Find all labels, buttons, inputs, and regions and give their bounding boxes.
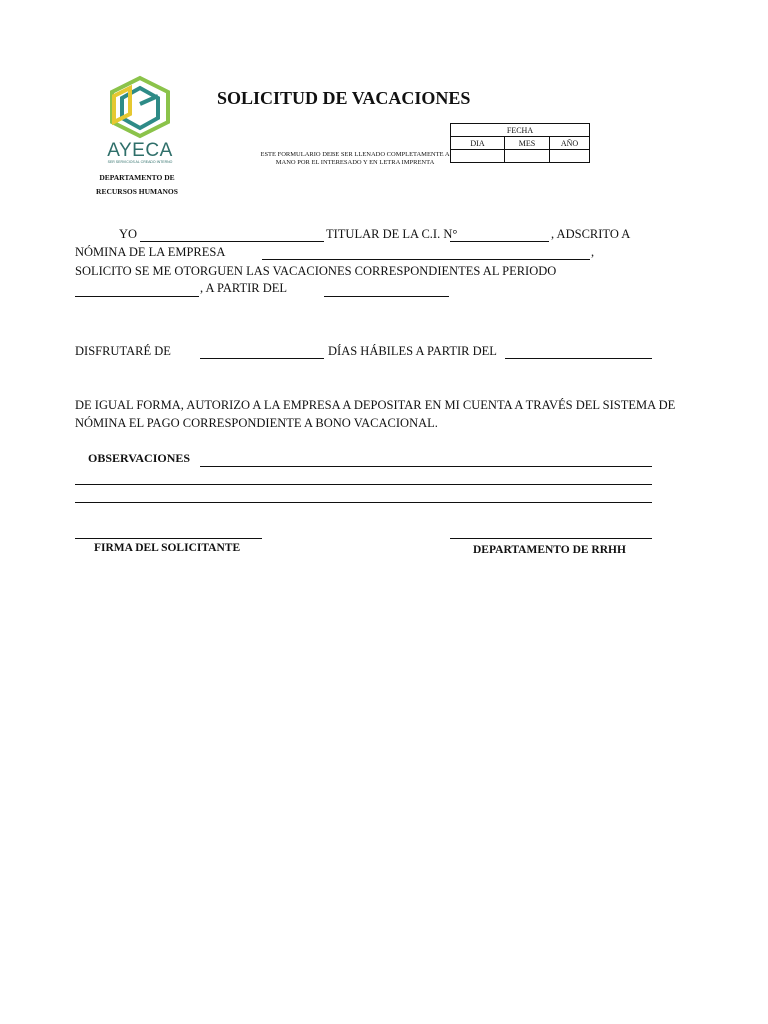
name-field[interactable] <box>140 241 324 242</box>
date-box <box>450 123 590 163</box>
department-line2: RECURSOS HUMANOS <box>96 187 178 196</box>
date-day-field[interactable] <box>451 150 505 163</box>
date-box-title: FECHA <box>451 124 590 137</box>
logo-name: AYECA <box>107 140 173 161</box>
hr-signature-line[interactable] <box>450 538 652 539</box>
period-field[interactable] <box>75 296 199 297</box>
nomina-label: NÓMINA DE LA EMPRESA <box>75 245 226 259</box>
date-month-label: MES <box>505 137 550 150</box>
observations-field-2[interactable] <box>75 484 652 485</box>
observations-field-3[interactable] <box>75 502 652 503</box>
applicant-signature-line[interactable] <box>75 538 262 539</box>
dias-habiles-label: DÍAS HÁBILES A PARTIR DEL <box>328 344 497 358</box>
start-date-field[interactable] <box>324 296 449 297</box>
authorization-line2: NÓMINA EL PAGO CORRESPONDIENTE A BONO VACACIONAL. <box>75 416 438 430</box>
date-day-label: DIA <box>451 137 505 150</box>
page-title: SOLICITUD DE VACACIONES <box>217 88 471 108</box>
enjoy-start-date-field[interactable] <box>505 358 652 359</box>
yo-label: YO <box>119 227 138 241</box>
ci-field[interactable] <box>450 241 549 242</box>
observations-label: OBSERVACIONES <box>88 451 191 465</box>
authorization-line1: DE IGUAL FORMA, AUTORIZO A LA EMPRESA A DEPOSITAR EN MI CUENTA A TRAVÉS DEL SISTEMA DE <box>75 398 676 412</box>
date-year-label: AÑO <box>550 137 590 150</box>
adscrito-label: , ADSCRITO A <box>551 227 631 241</box>
solicito-label: SOLICITO SE ME OTORGUEN LAS VACACIONES CORRESPONDIENTES AL PERIODO <box>75 264 557 278</box>
titular-label: TITULAR DE LA C.I. N° <box>326 227 458 241</box>
date-month-field[interactable] <box>505 150 550 163</box>
hr-signature-label: DEPARTAMENTO DE RRHH <box>473 544 626 556</box>
comma-label: , <box>591 245 595 259</box>
observations-field-1[interactable] <box>200 466 652 467</box>
logo-hexagon-icon <box>100 74 180 144</box>
applicant-signature-label: FIRMA DEL SOLICITANTE <box>94 542 241 554</box>
date-year-field[interactable] <box>550 150 590 163</box>
form-instructions: ESTE FORMULARIO DEBE SER LLENADO COMPLETAMENTE A MANO POR EL INTERESADO Y EN LETRA IMPRENTA <box>260 151 450 166</box>
a-partir-label: , A PARTIR DEL <box>200 281 287 295</box>
logo-tagline: SER SERVICIOS AL CREADO INTERNO <box>107 160 173 164</box>
department-line1: DEPARTAMENTO DE <box>99 173 175 182</box>
disfrutare-label: DISFRUTARÉ DE <box>75 344 171 358</box>
company-field[interactable] <box>262 259 590 260</box>
company-logo <box>100 74 180 164</box>
days-field[interactable] <box>200 358 324 359</box>
